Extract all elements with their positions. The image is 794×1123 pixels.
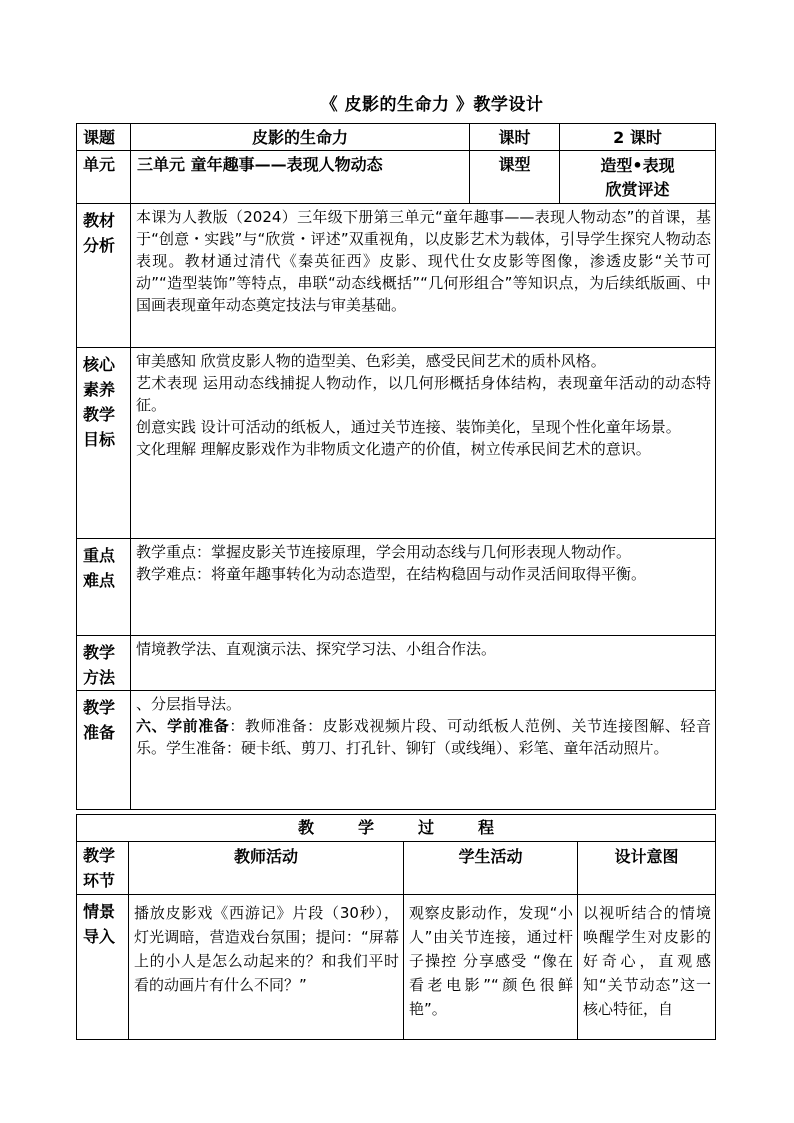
process-heading-char: 教 [297, 818, 314, 837]
column-intent-header: 设计意图 [578, 842, 716, 895]
table-row [77, 895, 716, 1040]
preparation-label: 教学准备 [77, 691, 131, 810]
methods-text: 情境教学法、直观演示法、探究学习法、小组合作法。 [131, 636, 716, 691]
preparation-body: ：教师准备：皮影戏视频片段、可动纸板人范例、关节连接图解、轻音乐。学生准备：硬卡纸、剪刀、打孔针、铆钉（或线绳）、彩笔、童年活动照片。 [136, 717, 711, 757]
type-label: 课型 [470, 151, 560, 204]
key-point: 教学重点：掌握皮影关节连接原理，学会用动态线与几何形表现人物动作。 [136, 543, 632, 561]
hours-value: 2 课时 [560, 124, 716, 151]
info-table [76, 123, 716, 810]
row-teacher-activity: 播放皮影戏《西游记》片段（30秒），灯光调暗，营造戏台氛围；提问：“屏幕上的小人是怎么动起来的？和我们平时看的动画片有什么不同？” [129, 895, 404, 1040]
goals-list [131, 348, 716, 539]
process-table [76, 814, 716, 1040]
row-design-intent: 以视听结合的情境唤醒学生对皮影的好奇心，直观感知“关节动态”这一核心特征，自 [578, 895, 716, 1040]
goal-aesthetic: 审美感知 欣赏皮影人物的造型美、色彩美，感受民间艺术的质朴风格。 [136, 352, 606, 370]
type-value-line2: 欣赏评述 [605, 180, 670, 199]
type-value [560, 151, 716, 204]
topic-value: 皮影的生命力 [131, 124, 470, 151]
unit-value: 三单元 童年趣事——表现人物动态 [131, 151, 470, 204]
page-title: 《 皮影的生命力 》教学设计 [320, 95, 544, 115]
column-stage-header: 教学环节 [77, 842, 129, 895]
row-student-activity: 观察皮影动作，发现“小人”由关节连接，通过杆子操控 分享感受 “像在看老电影”“颜色很鲜艳”。 [404, 895, 578, 1040]
process-heading-char: 程 [478, 818, 495, 837]
unit-label: 单元 [77, 151, 131, 204]
hours-label: 课时 [470, 124, 560, 151]
goals-label: 核心素养教学目标 [77, 348, 131, 539]
column-student-header: 学生活动 [404, 842, 578, 895]
methods-label: 教学方法 [77, 636, 131, 691]
topic-label: 课题 [77, 124, 131, 151]
preparation-heading: 六、学前准备 [136, 717, 230, 735]
goal-expression: 艺术表现 运用动态线捕捉人物动作，以几何形概括身体结构，表现童年活动的动态特征。 [136, 374, 711, 414]
key-points-label: 重点难点 [77, 539, 131, 636]
process-heading-char: 学 [357, 818, 374, 837]
preparation-detail [136, 715, 711, 759]
process-heading-char: 过 [418, 818, 435, 837]
row-stage: 情景导入 [77, 895, 129, 1040]
difficult-point: 教学难点：将童年趣事转化为动态造型，在结构稳固与动作灵活间取得平衡。 [136, 565, 647, 583]
goal-culture: 文化理解 理解皮影戏作为非物质文化遗产的价值，树立传承民间艺术的意识。 [136, 440, 651, 458]
type-value-line1: 造型•表现 [600, 156, 675, 175]
preparation-text [131, 691, 716, 810]
key-points-list [131, 539, 716, 636]
column-teacher-header: 教师活动 [129, 842, 404, 895]
analysis-text: 本课为人教版（2024）三年级下册第三单元“童年趣事——表现人物动态”的首课，基于“创意・实践”与“欣赏・评述”双重视角，以皮影艺术为载体，引导学生探究人物动态表现。教材通过清代《秦英征西》皮影、现代仕女皮影等图像，渗透皮影“关节可动”“造型装饰”等特点，串联“动态线概括”“几何形组合”等知识点，为后续纸版画、中国画表现童年动态奠定技法与审美基础。 [131, 204, 716, 348]
preparation-line1: 、分层指导法。 [136, 695, 242, 713]
process-heading [77, 815, 716, 842]
goal-creative: 创意实践 设计可活动的纸板人，通过关节连接、装饰美化，呈现个性化童年场景。 [136, 418, 681, 436]
analysis-label: 教材分析 [77, 204, 131, 348]
